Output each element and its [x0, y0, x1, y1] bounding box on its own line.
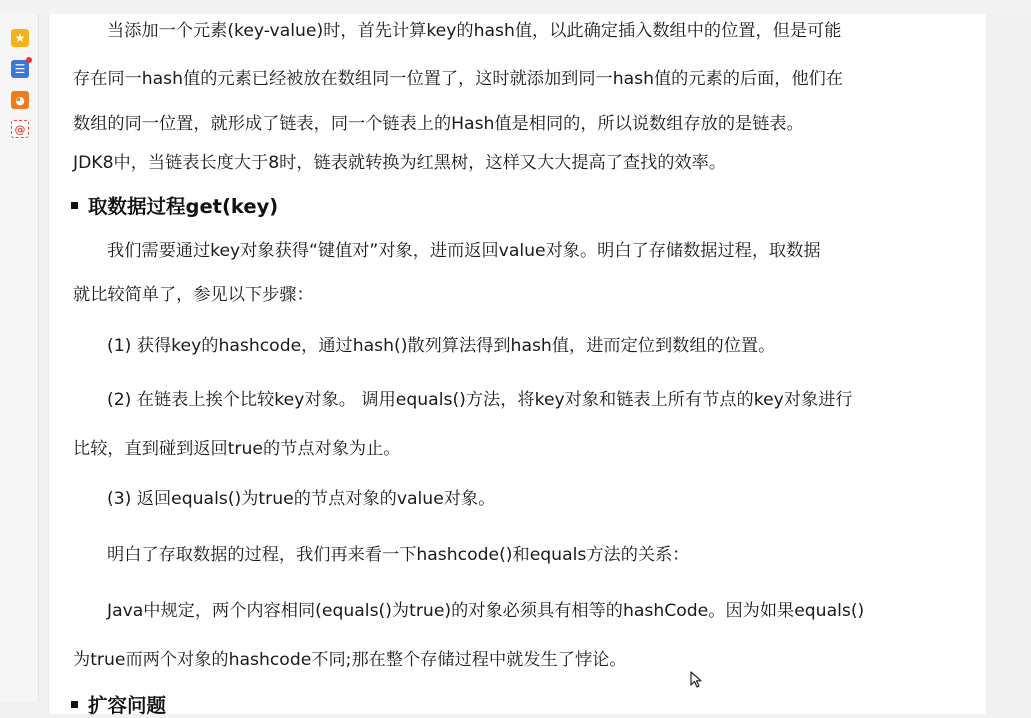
favorites-star-icon[interactable]: ★ [11, 29, 29, 47]
browser-top-strip [0, 0, 1031, 14]
paragraph-line: 数组的同一位置，就形成了链表，同一个链表上的Hash值是相同的，所以说数组存放的是链表。 [73, 114, 804, 134]
step-item: (1) 获得key的hashcode，通过hash()散列算法得到hash值，进而定位到数组的位置。 [107, 336, 776, 356]
step-item: (2) 在链表上挨个比较key对象。 调用equals()方法，将key对象和链表上所有节点的key对象进行 [107, 390, 853, 410]
paragraph-line: 明白了存取数据的过程，我们再来看一下hashcode()和equals方法的关系： [107, 545, 690, 565]
section-heading-next [71, 694, 974, 718]
step-item-continued: 比较，直到碰到返回true的节点对象为止。 [73, 439, 401, 459]
browser-sidebar [0, 14, 39, 702]
weibo-icon[interactable]: ◕ [11, 91, 29, 109]
paragraph-line: 存在同一hash值的元素已经被放在数组同一位置了，这时就添加到同一hash值的元素的后面，他们在 [73, 69, 844, 89]
news-glyph: ☰ [14, 62, 26, 76]
heading-bullet-icon [71, 701, 78, 708]
paragraph-line: 为true而两个对象的hashcode不同;那在整个存储过程中就发生了悖论。 [73, 650, 627, 670]
section-heading-text: 扩容问题 [88, 694, 167, 717]
paragraph-line: 就比较简单了，参见以下步骤： [73, 285, 314, 305]
paragraph-line: JDK8中，当链表长度大于8时，链表就转换为红黑树，这样又大大提高了查找的效率。 [73, 153, 727, 173]
section-heading-text: 取数据过程get(key) [88, 195, 279, 218]
paragraph-line: 我们需要通过key对象获得“键值对”对象，进而返回value对象。明白了存储数据过程，取数据 [107, 241, 821, 261]
article-page [48, 14, 987, 717]
news-icon[interactable] [11, 60, 29, 78]
mail-icon[interactable]: @ [11, 120, 29, 138]
section-heading-get [71, 195, 974, 219]
step-item: (3) 返回equals()为true的节点对象的value对象。 [107, 489, 496, 509]
notification-dot [26, 57, 32, 63]
heading-bullet-icon [71, 202, 78, 209]
mouse-pointer-icon [690, 671, 704, 689]
paragraph-line: Java中规定，两个内容相同(equals()为true)的对象必须具有相等的hashCode。因为如果equals() [107, 601, 865, 621]
paragraph-line: 当添加一个元素(key-value)时，首先计算key的hash值，以此确定插入数组中的位置，但是可能 [107, 21, 842, 41]
